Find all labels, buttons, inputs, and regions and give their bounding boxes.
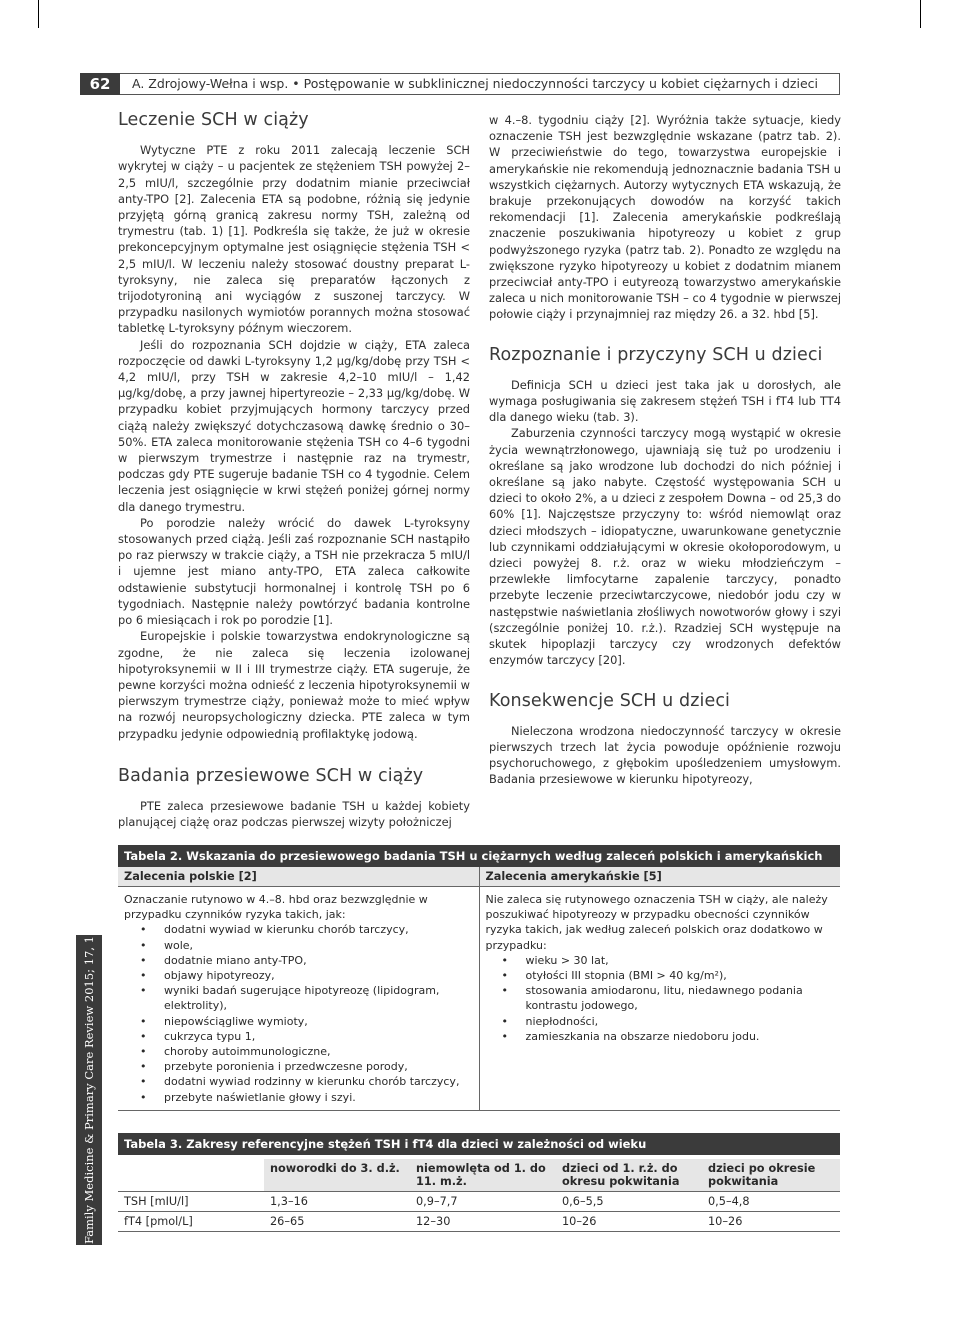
table-header-cell: Zalecenia polskie [2] <box>118 867 480 886</box>
table-header-row <box>118 867 840 887</box>
bullet-list <box>486 953 835 1044</box>
list-item: • wole, <box>164 938 473 953</box>
paragraph: Definicja SCH u dzieci jest taka jak u dorosłych, ale wymaga posługiwania się zakresem stężeń TSH i fT4 lub TT4 dla danego wieku (tab. 3). <box>489 377 841 425</box>
list-item: • zamieszkania na obszarze niedoboru jodu. <box>526 1029 835 1044</box>
paragraph: Wytyczne PTE z roku 2011 zalecają leczenie SCH wykrytej w ciąży – u pacjentek ze stężeniem TSH powyżej 2–2,5 mIU/l, szczególnie przy dodatnim mianie przeciwciał anty-TPO [2]. Zalecenia ETA są podobne, różnią się jedynie przyjętą górną granicą zakresu normy TSH, zależną od trymestru (tab. 1) [1]. Podkreśla się także, że już w okresie prekoncepcyjnym optymalne jest osiągnięcie stężenia TSH < 2,5 mIU/l. W leczeniu należy stosować doustny preparat L-tyroksyny, nie zaleca się preparatów łączonych z trijodotyroniną ani wyciągów z suszonej tarczycy. W przypadku nasilonych wymiotów porannych można stosować tabletkę L-tyroksyny późnym wieczorem. <box>118 143 470 336</box>
crop-mark-right <box>920 0 921 28</box>
paragraph: Zaburzenia czynności tarczycy mogą wystąpić w okresie życia wewnątrzłonowego, ujawniają się tuż po urodzeniu i określane są jako wrodzone lub dochodzi do nich później i określane są jako nabyte. Częstość występowania SCH u dzieci to około 2%, a u dzieci z zespołem Downa – od 25,3 do 60% [1]. Najczęstsze przyczyny to: wśród niemowląt oraz dzieci młodszych – idiopatyczne, uwarunkowane genetycznie lub czynnikami oddziałującymi w okresie okołoporodowym, u dzieci powyżej 8. r.ż. oraz w wieku młodzieńczym – przewlekłe limfocytarne zapalenie tarczycy, ponadto przebyte leczenie przeciwtarczycowe, niedobór jodu czy w następstwie naświetlania złośliwych nowotworów głowy i szyi (szczególnie poniżej 10. r.ż.). Rzadziej SCH występuje na skutek hipoplazji tarczycy czy wrodzonych defektów enzymów tarczycy [20]. <box>489 426 841 668</box>
cell-intro: Oznaczanie rutynowo w 4.–8. hbd oraz bezwzględnie w przypadku czynników ryzyka takich, jak: <box>124 893 428 922</box>
paragraph: Nieleczona wrodzona niedoczynność tarczycy w okresie pierwszych trzech lat życia powoduje opóźnienie rozwoju psychoruchowego, z głębokim upośledzeniem umysłowym. Badania przesiewowe w kierunku hipotyreozy, <box>489 723 841 787</box>
section-title-badania: Badania przesiewowe SCH w ciąży <box>118 765 424 786</box>
crop-mark-left <box>38 0 39 28</box>
table-row <box>118 1192 840 1212</box>
journal-sidebar <box>76 935 102 1245</box>
journal-name: Family Medicine & Primary Care Review 2015; 17, 1 <box>82 936 96 1244</box>
table-cell-american <box>480 887 841 1110</box>
list-item: • niepłodności, <box>526 1014 835 1029</box>
paragraph: PTE zaleca przesiewowe badanie TSH u każdej kobiety planującej ciążę oraz podczas pierwszej wizyty położniczej <box>118 798 470 830</box>
list-item: • niepowściągliwe wymioty, <box>164 1014 473 1029</box>
table-cell: 12–30 <box>410 1212 556 1232</box>
table-cell: 10–26 <box>556 1212 702 1232</box>
list-item: • wyniki badań sugerujące hipotyreozę (lipidogram, elektrolity), <box>164 983 473 1013</box>
table-header-cell: noworodki do 3. d.ż. <box>264 1159 410 1192</box>
table-3 <box>118 1133 840 1232</box>
table-header-cell: dzieci po okresie pokwitania <box>702 1159 840 1192</box>
table-2 <box>118 845 840 1111</box>
table-caption: Tabela 3. Zakresy referencyjne stężeń TSH i fT4 dla dzieci w zależności od wieku <box>118 1133 840 1155</box>
list-item: • dodatni wywiad w kierunku chorób tarczycy, <box>164 922 473 937</box>
paragraph: Jeśli do rozpoznania SCH dojdzie w ciąży, ETA zaleca rozpoczęcie od dawki L-tyroksyny 1,2 µg/kg/dobę przy TSH < 4,2 mIU/l, przy TSH w zakresie 4,2–10 mIU/l – 1,42 µg/kg/dobę, a przy jawnej hipertyreozie – 2,33 µg/kg/dobę. W przypadku kobiet przyjmujących hormony tarczycy przed ciążą należy zwiększyć dotychczasową dawkę średnio o 30–50%. ETA zaleca monitorowanie stężenia TSH co 4–6 tygodni w pierwszym trymestrze i następnie raz na trymestr, podczas gdy PTE sugeruje badanie TSH co 4 tygodnie. Celem leczenia jest osiągnięcie w krwi stężeń poniżej górnej normy dla danego trymestru. <box>118 337 470 514</box>
table-cell: 26–65 <box>264 1212 410 1232</box>
left-column <box>118 112 470 830</box>
table-cell: 1,3–16 <box>264 1192 410 1212</box>
section-title-leczenie: Leczenie SCH w ciąży <box>118 110 309 130</box>
table-body-row <box>118 887 840 1111</box>
paragraph: Europejskie i polskie towarzystwa endokrynologiczne są zgodne, że nie zaleca się leczenia izolowanej hipotyroksynemii w II i III trymestrze ciąży. ETA sugeruje, że pewne korzyści można odnieść z leczenia hipotyroksynemii w pierwszym trymestrze ciąży, ponieważ może to mieć wpływ na rozwój neuropsychologiczny dziecka. PTE zaleca w tym przypadku jedynie odpowiednią profilaktykę jodową. <box>118 629 470 741</box>
running-head: A. Zdrojowy-Wełna i wsp. • Postępowanie w subklinicznej niedoczynności tarczycy u kobiet ciężarnych i dzieci <box>120 73 840 95</box>
page-number: 62 <box>80 73 120 95</box>
table-cell: fT4 [pmol/L] <box>118 1212 264 1232</box>
list-item: • objawy hipotyreozy, <box>164 968 473 983</box>
table-cell: 0,9–7,7 <box>410 1192 556 1212</box>
list-item: • otyłości III stopnia (BMI > 40 kg/m²), <box>526 968 835 983</box>
section-title-rozpoznanie: Rozpoznanie i przyczyny SCH u dzieci <box>489 344 823 365</box>
cell-intro: Nie zaleca się rutynowego oznaczenia TSH w ciąży, ale należy poszukiwać hipotyreozy w przypadku obecności czynników ryzyka takich, jak według zaleceń polskich oraz dodatkowo w przypadku: <box>485 893 828 952</box>
table-cell: 10–26 <box>702 1212 840 1232</box>
list-item: • przebyte poronienia i przedwczesne porody, <box>164 1059 473 1074</box>
list-item: • stosowania amiodaronu, litu, niedawnego podania kontrastu jodowego, <box>526 983 835 1013</box>
table-cell: TSH [mIU/l] <box>118 1192 264 1212</box>
paragraph: w 4.–8. tygodniu ciąży [2]. Wyróżnia także sytuacje, kiedy oznaczenie TSH jest bezwzględnie wskazane (patrz tab. 2). W przeciwieństwie do tego, towarzystwa europejskie i amerykańskie nie rekomendują jednoznacznie badania TSH u wszystkich ciężarnych. Autorzy wytycznych ETA wskazują, że brakuje przekonujących dowodów na korzyść takich rekomendacji [1]. Zalecenia amerykańskie podkreślają znaczenie poszukiwania hipotyreozy u kobiet z grup podwyższonego ryzyka (patrz tab. 2). Ponadto ze względu na zwiększone ryzyko hipotyreozy u kobiet z dodatnim mianem przeciwciał anty-TPO i eutyreozą towarzystwo amerykańskie zaleca u nich monitorowanie TSH – co 4 tygodnie w pierwszej połowie ciąży i przynajmniej raz między 26. a 32. hbd [5]. <box>489 113 841 322</box>
paragraph: Po porodzie należy wrócić do dawek L-tyroksyny stosowanych przed ciążą. Jeśli zaś rozpoznanie SCH nastąpiło po raz pierwszy w trakcie ciąży, a TSH nie przekracza 5 mIU/l i ujemne jest miano anty-TPO, ETA zaleca całkowite odstawienie substytucji hormonalnej i kontrolę TSH po 6 tygodniach. Następnie należy powtórzyć badania kontrolne po 6 miesiącach i rok po porodzie [1]. <box>118 515 470 628</box>
list-item: • dodatni wywiad rodzinny w kierunku chorób tarczycy, <box>164 1074 473 1089</box>
table-caption: Tabela 2. Wskazania do przesiewowego badania TSH u ciężarnych według zaleceń polskich i amerykańskich <box>118 845 840 867</box>
list-item: • choroby autoimmunologiczne, <box>164 1044 473 1059</box>
table-header-cell: Zalecenia amerykańskie [5] <box>480 867 841 886</box>
list-item: • przebyte naświetlanie głowy i szyi. <box>164 1090 473 1105</box>
bullet-list <box>124 922 473 1104</box>
section-title-konsekwencje: Konsekwencje SCH u dzieci <box>489 690 731 711</box>
table-header-cell: dzieci od 1. r.ż. do okresu pokwitania <box>556 1159 702 1192</box>
reference-table <box>118 1159 840 1232</box>
table-cell: 0,5–4,8 <box>702 1192 840 1212</box>
table-header-cell <box>118 1159 264 1192</box>
right-column <box>489 112 841 788</box>
list-item: • cukrzyca typu 1, <box>164 1029 473 1044</box>
table-row <box>118 1212 840 1232</box>
table-header-row <box>118 1159 840 1192</box>
list-item: • wieku > 30 lat, <box>526 953 835 968</box>
table-header-cell: niemowlęta od 1. do 11. m.ż. <box>410 1159 556 1192</box>
list-item: • dodatnie miano anty-TPO, <box>164 953 473 968</box>
table-cell: 0,6–5,5 <box>556 1192 702 1212</box>
table-cell-polish <box>118 887 480 1110</box>
